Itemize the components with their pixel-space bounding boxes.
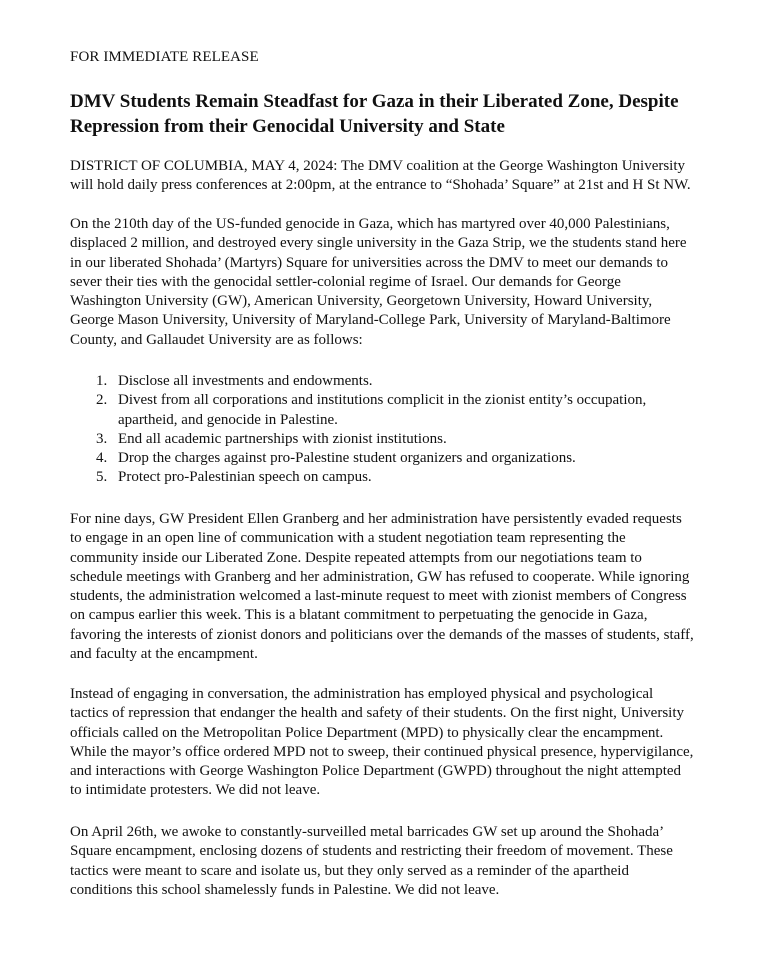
- demand-text: End all academic partnerships with zionist institutions.: [118, 430, 447, 447]
- demand-number: 1.: [96, 373, 108, 389]
- demand-item: [96, 468, 686, 487]
- demand-item: [96, 449, 686, 468]
- demand-text: Protect pro-Palestinian speech on campus.: [118, 469, 372, 486]
- intro-paragraph: On the 210th day of the US-funded genocide in Gaza, which has martyred over 40,000 Palestinians, displaced 2 million, and destroyed every single university in the Gaza Strip, we the students stand here in our liberated Shohada’ (Martyrs) Square for universities across the DMV to meet our demands to sever their ties with the genocidal settler-colonial regime of Israel. Our demands for George Washington University (GW), American University, Georgetown University, Howard University, George Mason University, University of Maryland-College Park, University of Maryland-Baltimore County, and Gallaudet University are as follows:: [70, 216, 687, 348]
- headline: DMV Students Remain Steadfast for Gaza in their Liberated Zone, Despite Repression from their Genocidal University and State: [70, 91, 679, 137]
- repression-paragraph: Instead of engaging in conversation, the administration has employed physical and psychological tactics of repression that endanger the health and safety of their students. On the first night, University officials called on the Metropolitan Police Department (MPD) to physically clear the encampment. While the mayor’s office ordered MPD not to sweep, their continued physical presence, hypervigilance, and interactions with George Washington Police Department (GWPD) throughout the night attempted to intimidate protesters. We did not leave.: [70, 686, 694, 799]
- president-paragraph: For nine days, GW President Ellen Granberg and her administration have persistently evaded requests to engage in an open line of communication with a student negotiation team representing the community inside our Liberated Zone. Despite repeated attempts from our negotiations team to schedule meetings with Granberg and her administration, GW has refused to cooperate. While ignoring students, the administration welcomed a last-minute request to meet with zionist members of Congress on campus earlier this week. This is a blatant commitment to perpetuating the genocide in Gaza, favoring the interests of zionist donors and politicians over the demands of the masses of students, staff, and faculty at the encampment.: [70, 511, 694, 663]
- demand-text: Drop the charges against pro-Palestine student organizers and organizations.: [118, 450, 576, 467]
- demand-number: 3.: [96, 430, 108, 447]
- demand-item: [96, 391, 686, 430]
- demand-text: Divest from all corporations and institutions complicit in the zionist entity’s occupation, apartheid, and genocide in Palestine.: [118, 392, 647, 428]
- demands-list: [96, 372, 686, 488]
- barricades-paragraph: On April 26th, we awoke to constantly-surveilled metal barricades GW set up around the Shohada’ Square encampment, enclosing dozens of students and restricting their freedom of movement. These tactics were meant to scare and isolate us, but they only served as a reminder of the apartheid conditions this school shamelessly funds in Palestine. We did not leave.: [70, 824, 673, 898]
- dateline-paragraph: DISTRICT OF COLUMBIA, MAY 4, 2024: The DMV coalition at the George Washington University will hold daily press conferences at 2:00pm, at the entrance to “Shohada’ Square” at 21st and H St NW.: [70, 158, 691, 194]
- demand-number: 2.: [96, 392, 108, 409]
- demand-number: 4.: [96, 450, 108, 467]
- demand-item: [96, 430, 686, 449]
- demand-number: 5.: [96, 469, 108, 486]
- release-label: FOR IMMEDIATE RELEASE: [70, 49, 259, 65]
- demand-item: [96, 372, 686, 391]
- demand-text: Disclose all investments and endowments.: [118, 373, 373, 389]
